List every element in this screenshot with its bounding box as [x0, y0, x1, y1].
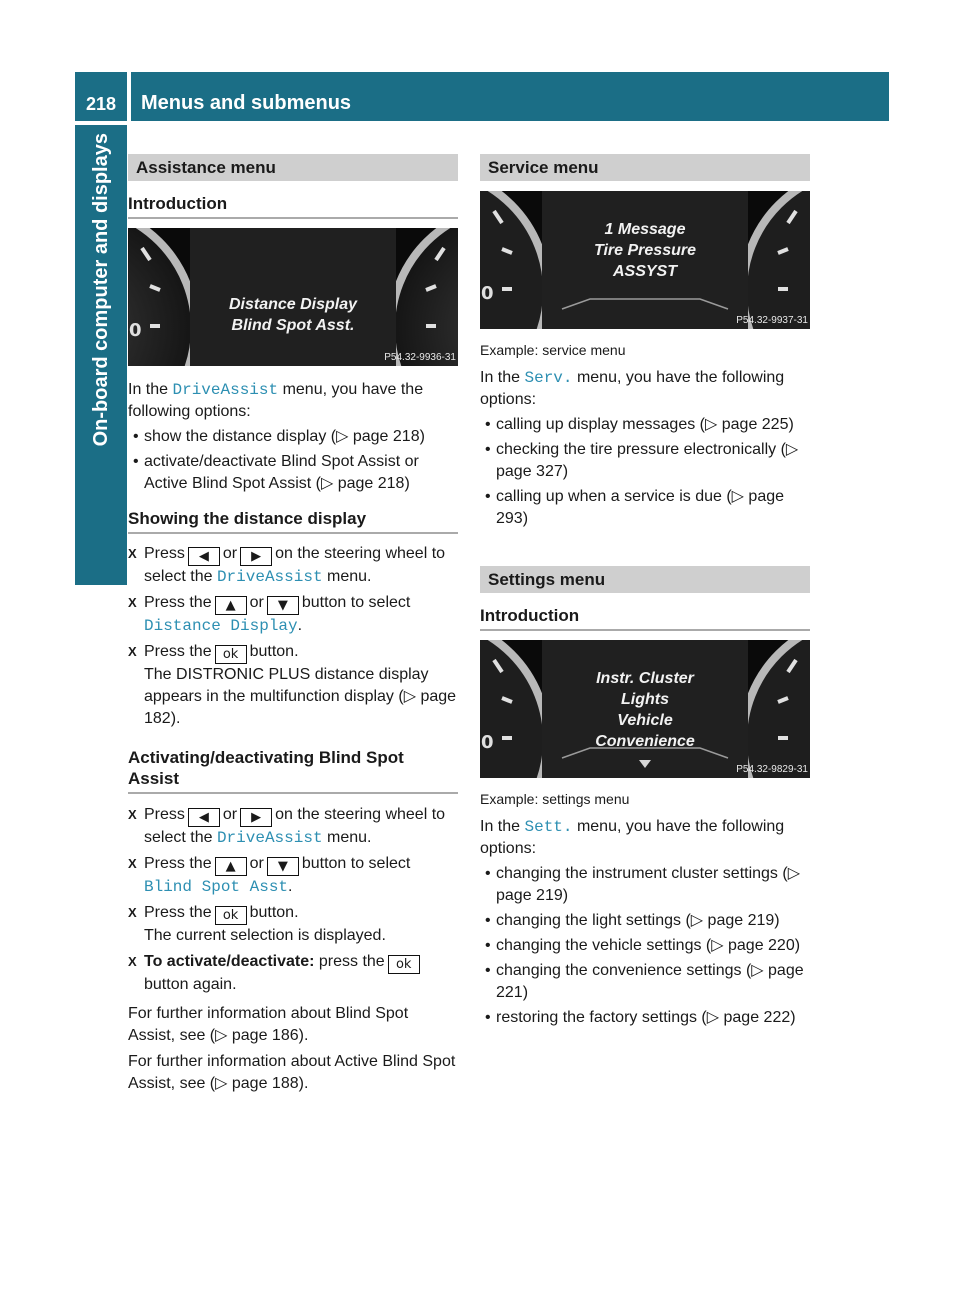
list-item: • show the distance display (▷ page 218) [128, 426, 458, 448]
list-item: • changing the light settings (▷ page 219) [480, 910, 810, 932]
svg-text:0: 0 [481, 283, 494, 304]
list-item: • calling up display messages (▷ page 225) [480, 414, 810, 436]
assistance-intro-text: In the DriveAssist menu, you have the following options: [128, 381, 424, 420]
assistance-display-image [128, 228, 458, 366]
list-item: • calling up when a service is due (▷ page 293) [480, 486, 810, 530]
page-header [75, 72, 889, 121]
right-arrow-key-icon: ▶ [240, 808, 272, 827]
settings-intro-heading: Introduction [480, 605, 810, 631]
ok-key-icon: ok [215, 645, 247, 664]
screen-line: ASSYST [612, 263, 677, 280]
image-caption: Example: service menu [480, 342, 626, 358]
list-item: • changing the convenience settings (▷ page 221) [480, 960, 810, 1004]
chapter-tab-label: On-board computer and displays [90, 133, 112, 447]
screen-line: Distance Display [228, 296, 358, 313]
instruction-step: X To activate/deactivate: press the ok button again. [128, 951, 458, 996]
chapter-tab [75, 125, 127, 585]
instruction-step: X Press the ok button. The DISTRONIC PLUS distance display appears in the multifunction display (▷ page 182). [128, 641, 458, 730]
photo-code: P54.32-9829-31 [736, 764, 808, 775]
photo-code: P54.32-9936-31 [384, 352, 456, 363]
instruction-step: X Press ◀ or ▶ on the steering wheel to select the DriveAssist menu. [128, 804, 458, 849]
service-display-image [480, 191, 810, 329]
list-item: • changing the vehicle settings (▷ page 220) [480, 935, 810, 957]
list-item: • restoring the factory settings (▷ page 222) [480, 1007, 810, 1029]
down-arrow-key-icon: ▼ [267, 857, 299, 876]
photo-code: P54.32-9937-31 [736, 315, 808, 326]
list-item: • activate/deactivate Blind Spot Assist or Active Blind Spot Assist (▷ page 218) [128, 451, 458, 495]
svg-text:0: 0 [481, 732, 494, 753]
settings-section-heading: Settings menu [480, 566, 810, 593]
settings-display-image [480, 640, 810, 778]
menu-name: Sett. [524, 818, 573, 836]
ok-key-icon: ok [215, 906, 247, 925]
instruction-step: X Press the ok button. The current selection is displayed. [128, 902, 458, 947]
assistance-section-heading: Assistance menu [128, 154, 458, 181]
up-arrow-key-icon: ▲ [215, 596, 247, 615]
menu-name: DriveAssist [172, 381, 279, 399]
list-item: • changing the instrument cluster settings (▷ page 219) [480, 863, 810, 907]
distance-heading: Showing the distance display [128, 508, 458, 534]
screen-line: 1 Message [604, 221, 686, 238]
info-paragraph: For further information about Blind Spot Assist, see (▷ page 186). [128, 1005, 409, 1044]
option-name: Blind Spot Asst [144, 878, 289, 896]
left-arrow-key-icon: ◀ [188, 547, 220, 566]
left-column [128, 154, 458, 1095]
screen-line: Tire Pressure [594, 242, 696, 259]
list-item: • checking the tire pressure electronically (▷ page 327) [480, 439, 810, 483]
right-column [480, 154, 810, 1029]
screen-line: Instr. Cluster [596, 670, 694, 687]
screen-line: Lights [621, 691, 669, 708]
page-number: 218 [75, 72, 127, 121]
down-arrow-key-icon: ▼ [267, 596, 299, 615]
service-section-heading: Service menu [480, 154, 810, 181]
image-caption: Example: settings menu [480, 791, 630, 807]
screen-line: Vehicle [617, 712, 673, 729]
instruction-step: X Press the ▲ or ▼ button to select Blind Spot Asst. [128, 853, 458, 898]
option-name: Distance Display [144, 617, 298, 635]
svg-text:0: 0 [129, 320, 142, 341]
screen-line: Convenience [595, 733, 695, 750]
ok-key-icon: ok [388, 955, 420, 974]
right-arrow-key-icon: ▶ [240, 547, 272, 566]
instruction-step: X Press ◀ or ▶ on the steering wheel to select the DriveAssist menu. [128, 543, 458, 588]
screen-line: Blind Spot Asst. [231, 317, 355, 334]
page-title: Menus and submenus [131, 72, 889, 121]
up-arrow-key-icon: ▲ [215, 857, 247, 876]
settings-screen-text [550, 668, 740, 752]
instruction-step: X Press the ▲ or ▼ button to select Distance Display. [128, 592, 458, 637]
service-screen-text [550, 219, 740, 282]
service-intro-text: In the Serv. menu, you have the following options: [480, 369, 785, 408]
menu-name: Serv. [524, 369, 573, 387]
assistance-screen-text [198, 294, 388, 336]
blind-spot-heading: Activating/deactivating Blind Spot Assist [128, 747, 458, 794]
assistance-intro-heading: Introduction [128, 193, 458, 219]
settings-intro-text: In the Sett. menu, you have the following options: [480, 818, 785, 857]
info-paragraph: For further information about Active Blind Spot Assist, see (▷ page 188). [128, 1053, 456, 1092]
left-arrow-key-icon: ◀ [188, 808, 220, 827]
